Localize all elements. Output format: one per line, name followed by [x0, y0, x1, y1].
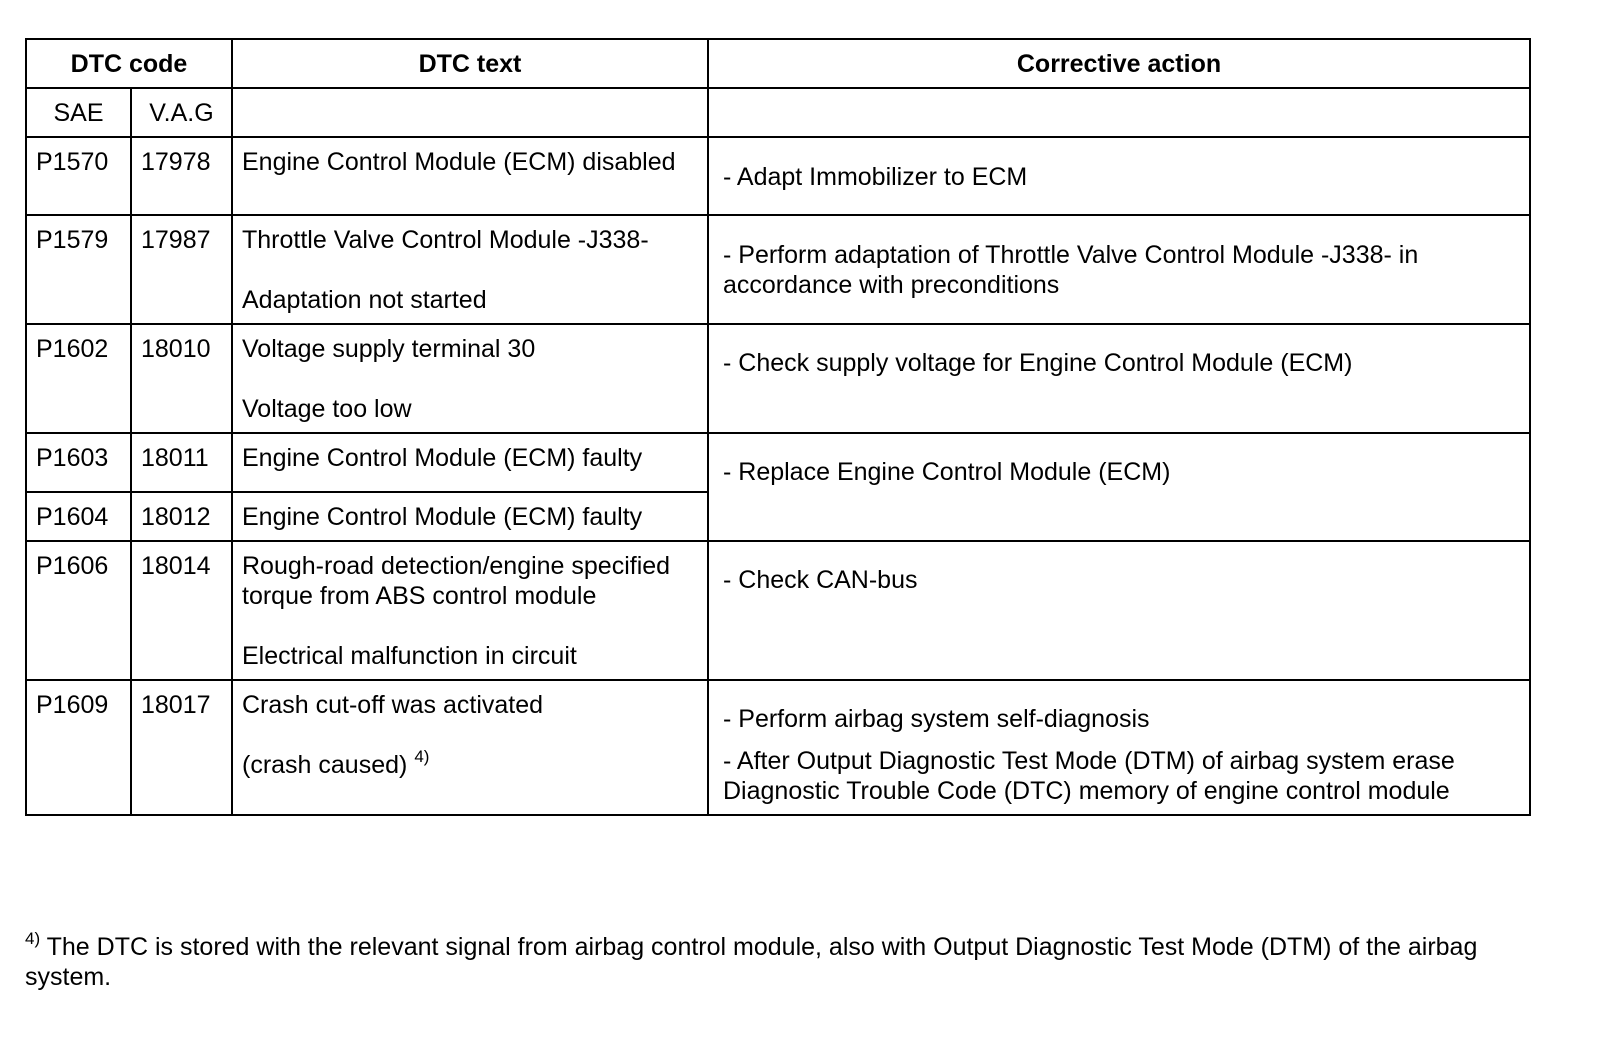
- action-line: - Adapt Immobilizer to ECM: [723, 162, 1028, 191]
- sae-code: P1570: [26, 137, 131, 215]
- action-line: - Replace Engine Control Module (ECM): [723, 458, 1171, 486]
- table-row: [26, 215, 1530, 324]
- header-dtc-text: DTC text: [232, 39, 708, 88]
- vag-code: 18012: [131, 492, 232, 541]
- footnote-marker: 4): [25, 928, 41, 948]
- corrective-action: [708, 680, 1530, 815]
- dtc-text: [232, 137, 708, 215]
- dtc-text-line: Throttle Valve Control Module -J338-: [242, 226, 649, 254]
- dtc-text: [232, 541, 708, 680]
- header-corrective-action: Corrective action: [708, 39, 1530, 88]
- action-line: - After Output Diagnostic Test Mode (DTM) of airbag system erase Diagnostic Trouble Code (DTC) memory of engine control module: [723, 747, 1455, 805]
- dtc-text: [232, 433, 708, 492]
- vag-code: 18014: [131, 541, 232, 680]
- footnote-text: The DTC is stored with the relevant signal from airbag control module, also with Output Diagnostic Test Mode (DTM) of the airbag system.: [25, 933, 1478, 991]
- dtc-text-line: Adaptation not started: [242, 286, 487, 314]
- subheader-empty-action: [708, 88, 1530, 137]
- sae-code: P1606: [26, 541, 131, 680]
- footnote: [25, 928, 1535, 992]
- corrective-action: [708, 433, 1530, 541]
- vag-code: 18017: [131, 680, 232, 815]
- corrective-action: [708, 215, 1530, 324]
- dtc-text-line: Voltage supply terminal 30: [242, 335, 536, 363]
- dtc-text-line: Rough-road detection/engine specified torque from ABS control module: [242, 552, 671, 610]
- header-row: [26, 39, 1530, 88]
- sae-code: P1603: [26, 433, 131, 492]
- dtc-text-line: Engine Control Module (ECM) faulty: [242, 444, 643, 472]
- dtc-text: [232, 324, 708, 433]
- header-dtc-code: DTC code: [26, 39, 232, 88]
- vag-code: 18010: [131, 324, 232, 433]
- action-line: - Check CAN-bus: [723, 566, 918, 594]
- action-line: - Check supply voltage for Engine Control Module (ECM): [723, 349, 1353, 377]
- sae-code: P1579: [26, 215, 131, 324]
- table-row: [26, 433, 1530, 492]
- dtc-text-line: Engine Control Module (ECM) disabled: [242, 148, 676, 176]
- dtc-text-line: Voltage too low: [242, 395, 412, 423]
- table-row: [26, 324, 1530, 433]
- corrective-action: [708, 137, 1530, 215]
- action-line: - Perform adaptation of Throttle Valve Control Module -J338- in accordance with preconditions: [723, 241, 1419, 299]
- corrective-action: [708, 541, 1530, 680]
- dtc-text: [232, 492, 708, 541]
- vag-code: 18011: [131, 433, 232, 492]
- sae-code: P1609: [26, 680, 131, 815]
- dtc-text-line: Electrical malfunction in circuit: [242, 642, 577, 670]
- sae-code: P1604: [26, 492, 131, 541]
- dtc-text: [232, 215, 708, 324]
- dtc-text-line-main: (crash caused): [242, 751, 408, 779]
- dtc-text: [232, 680, 708, 815]
- dtc-text-line: [242, 746, 699, 780]
- dtc-text-line: Engine Control Module (ECM) faulty: [242, 503, 643, 531]
- corrective-action: [708, 324, 1530, 433]
- vag-code: 17978: [131, 137, 232, 215]
- dtc-text-line: Crash cut-off was activated: [242, 691, 544, 719]
- sae-code: P1602: [26, 324, 131, 433]
- action-line: - Perform airbag system self-diagnosis: [723, 705, 1150, 733]
- subheader-vag: V.A.G: [131, 88, 232, 137]
- subheader-sae: SAE: [26, 88, 131, 137]
- table-row: [26, 137, 1530, 215]
- subheader-row: [26, 88, 1530, 137]
- dtc-table: [25, 38, 1531, 816]
- table-row: [26, 541, 1530, 680]
- footnote-ref: 4): [414, 746, 430, 766]
- vag-code: 17987: [131, 215, 232, 324]
- table-row: [26, 680, 1530, 815]
- subheader-empty-text: [232, 88, 708, 137]
